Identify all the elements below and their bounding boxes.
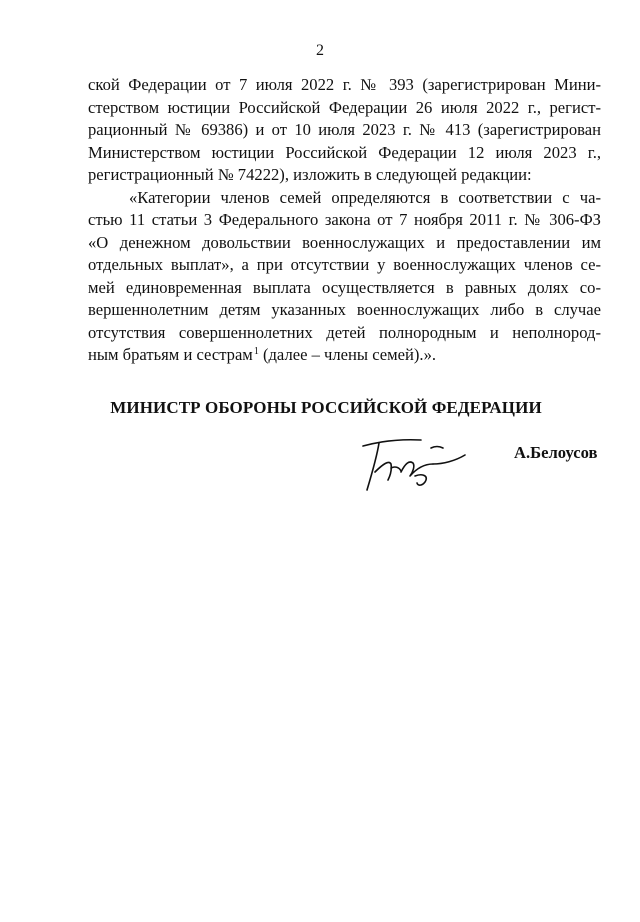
paragraph-continuation (88, 74, 601, 187)
paragraph-quoted-amendment (88, 187, 601, 367)
signatory-title: МИНИСТР ОБОРОНЫ РОССИЙСКОЙ ФЕДЕРАЦИИ (110, 398, 542, 417)
text-line: стерством юстиции Российской Федерации 26 июля 2022 г., регист- (88, 97, 601, 117)
text-line: ской Федерации от 7 июля 2022 г. № 393 (зарегистрирован Мини- (88, 75, 601, 94)
signatory-name: А.Белоусов (514, 443, 598, 462)
text-line: вершеннолетним детям указанных военнослужащих либо в случае (88, 300, 601, 319)
text-line: регистрационный № 74222), изложить в следующей редакции: (88, 165, 532, 184)
text-line: отсутствия совершеннолетних детей полнородным и неполнород- (88, 322, 601, 342)
text-line-with-footnote (88, 344, 601, 367)
text-line: рационный № 69386) и от 10 июля 2023 г. № 413 (зарегистрирован (88, 120, 601, 139)
text-fragment: (далее – члены семей).». (258, 345, 437, 364)
text-fragment: ным братьям и сестрам (88, 345, 253, 364)
text-line: «О денежном довольствии военнослужащих и предоставлении им (88, 232, 601, 252)
handwritten-signature (355, 428, 470, 498)
text-line: «Категории членов семей определяются в соответствии с ча- (129, 187, 601, 207)
text-line: отдельных выплат», а при отсутствии у военнослужащих членов се- (88, 255, 601, 274)
page-number: 2 (316, 42, 324, 59)
text-line: мей единовременная выплата осуществляется в равных долях со- (88, 277, 601, 297)
footnote-marker: 1 (253, 346, 259, 357)
text-line: стью 11 статьи 3 Федерального закона от 7 ноября 2011 г. № 306-ФЗ (88, 210, 601, 229)
text-line: Министерством юстиции Российской Федерации 12 июля 2023 г., (88, 142, 601, 162)
